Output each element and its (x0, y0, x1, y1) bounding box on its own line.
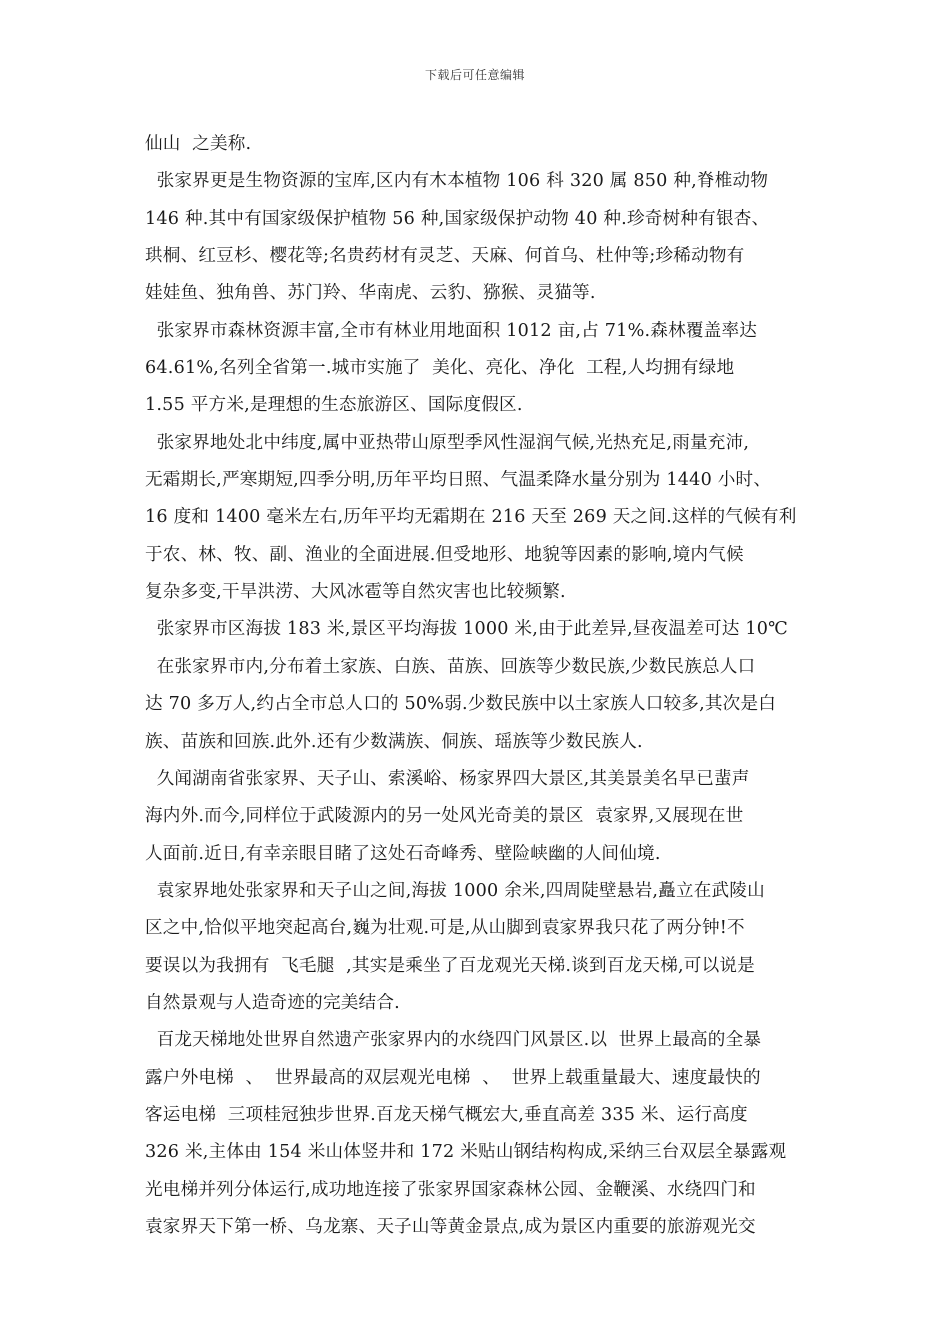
text-line: 146 种.其中有国家级保护植物 56 种,国家级保护动物 40 种.珍奇树种有银杏、 (145, 208, 770, 229)
text-line: 326 米,主体由 154 米山体竖井和 172 米贴山钢结构构成,采纳三台双层全暴露观 (145, 1142, 787, 1163)
text-line: 客运电梯 三项桂冠独步世界.百龙天梯气概宏大,垂直高差 335 米、运行高度 (145, 1104, 748, 1125)
text-line: 16 度和 1400 毫米左右,历年平均无霜期在 216 天至 269 天之间.这样的气候有利 (145, 507, 797, 528)
text-line: 无霜期长,严寒期短,四季分明,历年平均日照、气温柔降水量分别为 1440 小时、 (145, 470, 772, 491)
text-line: 仙山 之美称. (145, 134, 252, 154)
text-line: 要误以为我拥有 飞毛腿 ,其实是乘坐了百龙观光天梯.谈到百龙天梯,可以说是 (145, 955, 755, 976)
text-line: 在张家界市内,分布着土家族、白族、苗族、回族等少数民族,少数民族总人口 (145, 656, 756, 677)
text-line: 张家界市区海拔 183 米,景区平均海拔 1000 米,由于此差异,昼夜温差可达 10℃ (145, 619, 788, 640)
text-line: 袁家界天下第一桥、乌龙寨、天子山等黄金景点,成为景区内重要的旅游观光交 (145, 1216, 756, 1237)
text-line: 自然景观与人造奇迹的完美结合. (145, 992, 400, 1013)
page-header: 下载后可任意编辑 (424, 68, 525, 82)
text-line: 人面前.近日,有幸亲眼目睹了这处石奇峰秀、壁险峡幽的人间仙境. (145, 843, 661, 864)
text-line: 复杂多变,干旱洪涝、大风冰雹等自然灾害也比较频繁. (145, 582, 566, 603)
text-line: 珙桐、红豆杉、樱花等;名贵药材有灵芝、天麻、何首乌、杜仲等;珍稀动物有 (145, 246, 745, 267)
text-line: 族、苗族和回族.此外.还有少数满族、侗族、瑶族等少数民族人. (145, 731, 643, 752)
text-line: 娃娃鱼、独角兽、苏门羚、华南虎、云豹、猕猴、灵猫等. (145, 283, 596, 304)
text-line: 区之中,恰似平地突起高台,巍为壮观.可是,从山脚到袁家界我只花了两分钟!不 (145, 918, 745, 939)
text-line: 光电梯并列分体运行,成功地连接了张家界国家森林公园、金鞭溪、水绕四门和 (145, 1179, 756, 1200)
text-line: 袁家界地处张家界和天子山之间,海拔 1000 余米,四周陡壁悬岩,矗立在武陵山 (145, 880, 765, 901)
body-text (145, 126, 815, 1246)
text-line: 64.61%,名列全省第一.城市实施了 美化、亮化、净化 工程,人均拥有绿地 (145, 358, 735, 379)
text-line: 久闻湖南省张家界、天子山、索溪峪、杨家界四大景区,其美景美名早已蜚声 (145, 768, 750, 789)
text-line: 张家界市森林资源丰富,全市有林业用地面积 1012 亩,占 71%.森林覆盖率达 (145, 320, 758, 341)
text-line: 于农、林、牧、副、渔业的全面进展.但受地形、地貌等因素的影响,境内气候 (145, 544, 744, 565)
text-line: 露户外电梯 、 世界最高的双层观光电梯 、 世界上载重量最大、速度最快的 (145, 1067, 761, 1088)
text-line: 百龙天梯地处世界自然遗产张家界内的水绕四门风景区.以 世界上最高的全暴 (145, 1030, 762, 1051)
text-line: 1.55 平方米,是理想的生态旅游区、国际度假区. (145, 395, 523, 416)
text-line: 海内外.而今,同样位于武陵源内的另一处风光奇美的景区 袁家界,又展现在世 (145, 806, 744, 827)
text-line: 达 70 多万人,约占全市总人口的 50%弱.少数民族中以土家族人口较多,其次是白 (145, 694, 777, 715)
text-line: 张家界地处北中纬度,属中亚热带山原型季风性湿润气候,光热充足,雨量充沛, (145, 432, 750, 453)
text-line: 张家界更是生物资源的宝库,区内有木本植物 106 科 320 属 850 种,脊椎动物 (145, 171, 769, 192)
